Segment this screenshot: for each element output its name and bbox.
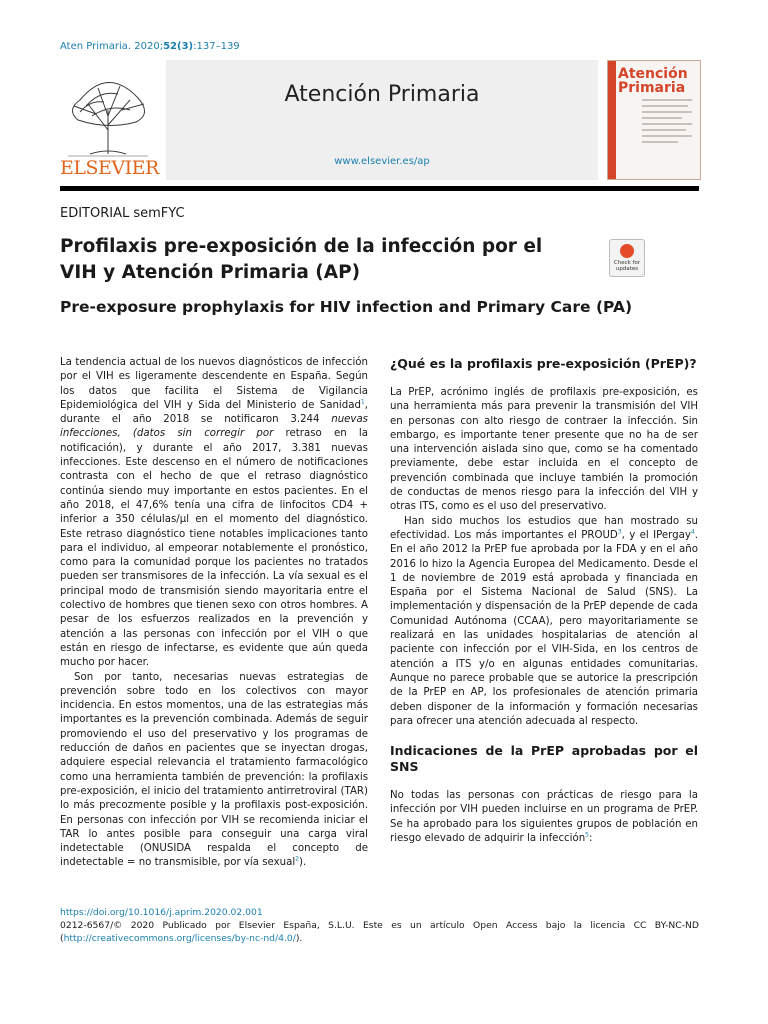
reference-link[interactable]: 2 — [295, 856, 300, 863]
citation-line[interactable] — [60, 41, 240, 52]
check-for-updates-button[interactable] — [609, 239, 645, 277]
journal-cover-thumbnail[interactable] — [607, 60, 701, 180]
cover-text-line — [642, 105, 688, 107]
journal-header — [166, 60, 598, 180]
cover-text-line — [642, 117, 682, 119]
reference-link[interactable]: 5 — [585, 831, 589, 839]
cover-band — [608, 61, 616, 179]
text-run: ). — [295, 933, 303, 944]
journal-url-link[interactable]: www.elsevier.es/ap — [334, 156, 430, 167]
cover-text-line — [642, 129, 686, 131]
text-run: : — [589, 833, 593, 845]
citation-year: 2020; — [134, 41, 164, 52]
cover-text-line — [642, 135, 692, 137]
doi-link[interactable]: https://doi.org/10.1016/j.aprim.2020.02.001 — [60, 907, 263, 918]
cover-title: Atención Primaria — [618, 66, 688, 96]
reference-link[interactable]: 1 — [360, 398, 365, 406]
paragraph — [390, 789, 698, 846]
citation-pages: :137–139 — [193, 41, 240, 52]
paragraph — [60, 356, 368, 671]
text-run: Han sido muchos los estudios que han mostrado su efectividad. Los más importantes el PROUD — [390, 515, 698, 541]
text-run: No todas las personas con prácticas de riesgo para la infección por VIH pueden incluirse en un programa de PrEP. Se ha aprobado para los siguientes grupos de población en riesgo elevado de adquirir la infección — [390, 790, 698, 845]
badge-label: Check for updates — [613, 260, 641, 272]
section-heading: Indicaciones de la PrEP aprobadas por el SNS — [390, 743, 698, 775]
publisher-name: ELSEVIER — [60, 157, 159, 179]
license-link[interactable]: http://creativecommons.org/licenses/by-nc-nd/4.0/ — [63, 933, 296, 944]
paragraph: La PrEP, acrónimo inglés de profilaxis pre-exposición, es una herramienta más para prevenir la transmisión del VIH en personas con alto riesgo de contraer la infección. Sin embargo, es importante tener presente que no ha de ser una intervención aislada sino que, como se ha comentado previamente, debe estar incluida en el concepto de prevención combinada que incluye también la promoción de conductas de menos riesgo para la infección del VIH y otras ITS, como es el uso del preservativo. — [390, 387, 698, 513]
article-title-spanish: Profilaxis pre-exposición de la infección por el VIH y Atención Primaria (AP) — [60, 236, 543, 283]
text-run: , durante el año 2018 se notificaron 3.244 — [60, 399, 368, 426]
citation-journal: Aten Primaria. — [60, 41, 132, 52]
section-heading: ¿Qué es la profilaxis pre-exposición (PrEP)? — [390, 356, 697, 371]
header-rule — [60, 186, 699, 191]
text-run: ). — [299, 857, 307, 869]
paragraph — [60, 671, 368, 871]
section-label: EDITORIAL semFYC — [60, 206, 185, 221]
cover-text-line — [642, 111, 692, 113]
article-title-english: Pre-exposure prophylaxis for HIV infection and Primary Care (PA) — [60, 298, 633, 316]
text-run: . En el año 2012 la PrEP fue aprobada por la FDA y en el año 2016 lo hizo la Agencia Europea del Medicamento. Desde el 1 de noviembre de 2019 está aprobada y financiada en España por el Sistema Nacional de Salud (SNS). La implementación y dispensación de la PrEP depende de cada Comunidad Autónoma (CCAA), pero mayoritariamente se realizará en las unidades hospitalarias de atención al paciente con infección por el VIH-Sida, en los centros de atención a ITS y/o en algunas entidades comunitarias. Aunque no parece probable que se autorice la prescripción de la PrEP en AP, los profesionales de atención primaria deben disponer de la información y formación necesarias para ofrecer una atención adecuada al respecto. — [390, 529, 698, 727]
text-run: 0212-6567/© 2020 Publicado por Elsevier España, S.L.U. Este es un artículo Open Access bajo la licencia CC BY-NC-ND ( — [60, 920, 699, 944]
update-check-icon — [620, 244, 634, 258]
text-run-emphasis: nuevas infecciones, (datos sin corregir por — [60, 414, 368, 440]
text-run: La tendencia actual de los nuevos diagnósticos de infección por el VIH es ligeramente descendente en España. Según los datos que facilita el Sistema de Vigilancia Epidemiológica del VIH y Sida del Ministerio de Sanidad — [60, 357, 368, 411]
text-run: , y el IPergay — [621, 529, 691, 541]
cover-text-line — [642, 141, 678, 143]
cover-text-line — [642, 99, 692, 101]
right-column — [390, 356, 698, 846]
paragraph — [390, 515, 698, 729]
text-run: Son por tanto, necesarias nuevas estrategias de prevención sobre todo en los colectivos con mayor incidencia. En estos momentos, una de las estrategias más importantes es la prevención combinada. Además de seguir promoviendo el uso del preservativo y los programas de reducción de daños en pacientes que se inyectan drogas, adquiere especial relevancia el tratamiento farmacológico como una herramienta también de prevención: la profilaxis pre-exposición, el inicio del tratamiento antirretroviral (TAR) lo más precozmente posible y la profilaxis post-exposición. En personas con infección por VIH se recomienda iniciar el TAR lo antes posible para conseguir una carga viral indetectable (ONUSIDA respalda el concepto de indetectable = no transmisible, por vía sexual — [60, 671, 368, 869]
journal-title: Atención Primaria — [284, 82, 480, 107]
footer — [60, 906, 699, 945]
reference-link[interactable]: 3 — [617, 528, 622, 536]
reference-link[interactable]: 4 — [690, 528, 695, 536]
text-run: retraso en la notificación), y durante el año 2017, 3.381 nuevas infecciones. Este descenso en el número de notificaciones contrasta con el hecho de que el retraso diagnóstico continúa siendo muy importante en estos pacientes. En el año 2018, el 47,6% tenía una cifra de linfocitos CD4 + inferior a 350 células/μl en el momento del diagnóstico. Este retraso diagnóstico tiene notables implicaciones tanto para el individuo, al empeorar notablemente el pronóstico, como para la comunidad porque los pacientes no tratados pueden ser transmisores de la infección. La vía sexual es el principal modo de transmisión siendo mayoritaria entre el colectivo de hombres que tienen sexo con otros hombres. A pesar de los esfuerzos realizados en la prevención y atención a las personas con infección por el VIH o que están en riesgo de infectarse, es evidente que aún queda mucho por hacer. — [60, 428, 369, 669]
left-column — [60, 356, 368, 871]
cover-text-line — [642, 123, 692, 125]
citation-issue: (3) — [177, 41, 194, 52]
citation-volume: 52 — [163, 41, 178, 52]
license-text — [60, 919, 699, 945]
